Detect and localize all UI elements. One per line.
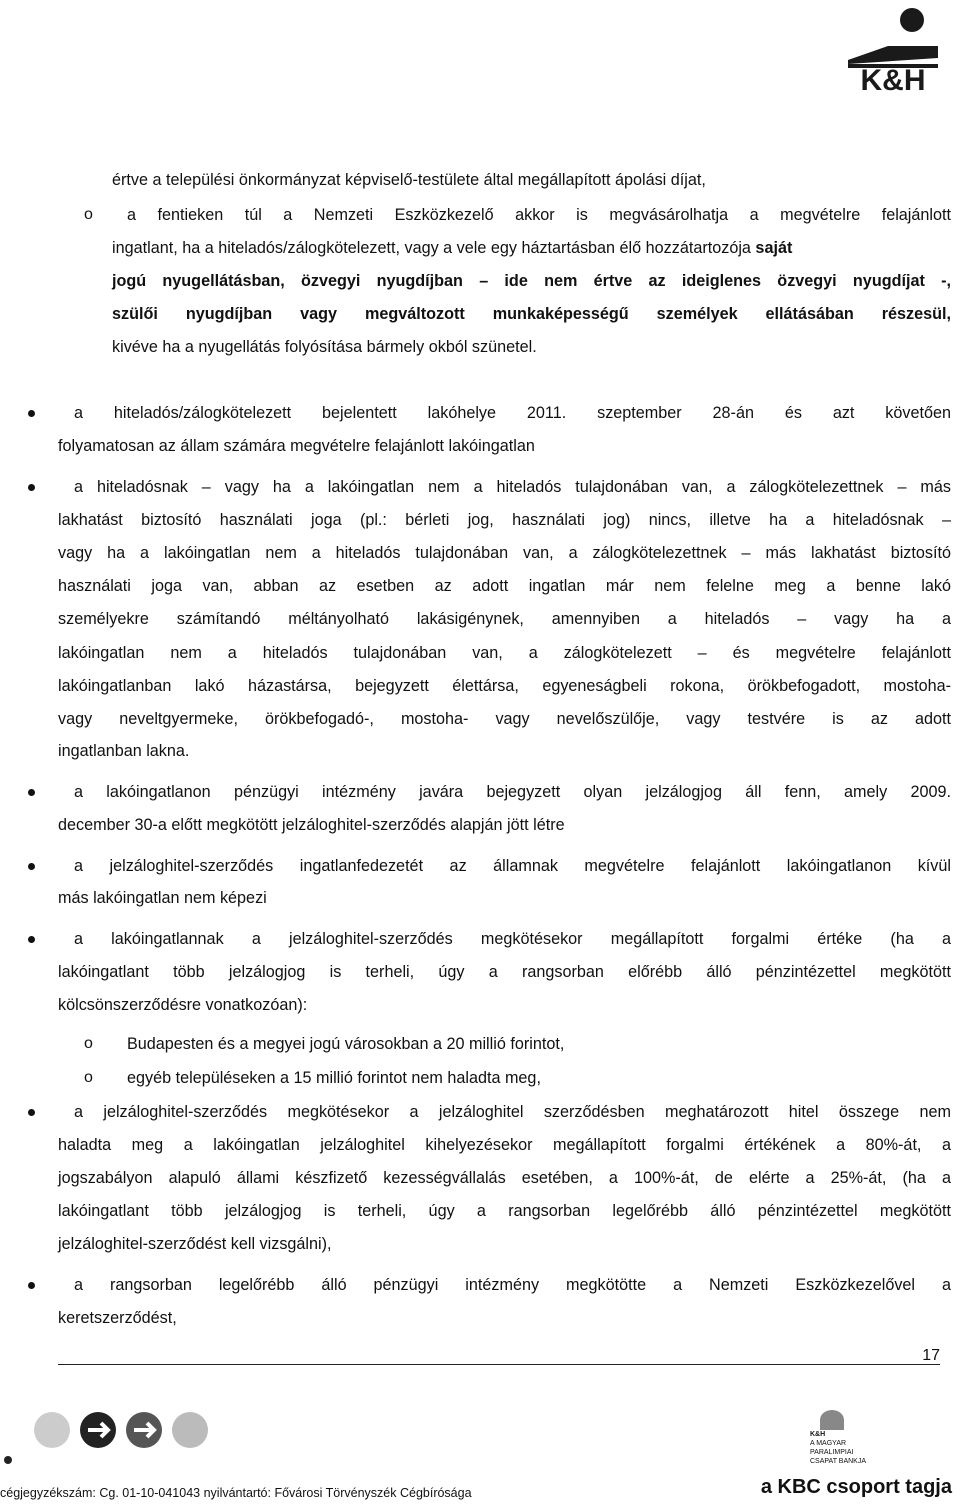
kbc-group-tagline: a KBC csoport tagja bbox=[760, 1476, 952, 1498]
text-line: lakóingatlant több jelzálogjog is terheli, úgy a rangsorban legelőrébb álló pénzintézettel megkötött bbox=[58, 1202, 951, 1220]
text-line: jogú nyugellátásban, özvegyi nyugdíjban – ide nem értve az ideiglenes özvegyi nyugdíjat -, bbox=[112, 272, 951, 290]
text-line: lakóingatlan nem a hiteladós tulajdonában van, a zálogkötelezett – és megvételre felajánlott bbox=[58, 644, 951, 662]
company-registry-text: cégjegyzékszám: Cg. 01-10-041043 nyilvántartó: Fővárosi Törvényszék Cégbírósága bbox=[0, 1486, 472, 1500]
text-line: kölcsönszerződésre vonatkozóan): bbox=[58, 996, 308, 1014]
text-line: más lakóingatlan nem képezi bbox=[58, 889, 267, 907]
bullet-icon bbox=[28, 789, 35, 796]
text-line: a lakóingatlanon pénzügyi intézmény javára bejegyzett olyan jelzálogjog áll fenn, amely 2009. bbox=[74, 783, 951, 801]
bullet-icon bbox=[28, 1282, 35, 1289]
text-line: a hiteladós/zálogkötelezett bejelentett lakóhelye 2011. szeptember 28-án és azt követően bbox=[74, 404, 951, 422]
text-line: lakóingatlant több jelzálogjog is terheli, úgy a rangsorban előrébb álló pénzintézettel megkötött bbox=[58, 963, 951, 981]
footer-arrow-icons bbox=[0, 1408, 220, 1468]
text-line: a jelzáloghitel-szerződés megkötésekor a jelzáloghitel szerződésben meghatározott hitel összege nem bbox=[74, 1103, 951, 1121]
sub-bullet-icon: o bbox=[84, 206, 93, 223]
text-line: lakhatást biztosító használati joga (pl.: bérleti jog, használati jog) nincs, illetve ha a hiteladósnak – bbox=[58, 511, 951, 529]
text-line: Budapesten és a megyei jogú városokban a 20 millió forintot, bbox=[127, 1035, 565, 1053]
text-line: haladta meg a lakóingatlan jelzáloghitel kihelyezésekor megállapított forgalmi értékének a 80%-át, a bbox=[58, 1136, 951, 1154]
text-line: a lakóingatlannak a jelzáloghitel-szerződés megkötésekor megállapított forgalmi értéke (ha a bbox=[74, 930, 951, 948]
text-line: egyéb településeken a 15 millió forintot nem haladta meg, bbox=[127, 1069, 541, 1087]
footer-divider bbox=[58, 1364, 940, 1365]
text-line: lakóingatlanban lakó házastársa, bejegyzett élettársa, egyeneságbeli rokona, örökbefogadott, mostoha- bbox=[58, 677, 951, 695]
text-line: vagy neveltgyermeke, örökbefogadó-, mostoha- vagy nevelőszülője, vagy testvére is az adott bbox=[58, 710, 951, 728]
bold-tail: saját bbox=[750, 239, 793, 257]
bullet-icon bbox=[28, 1109, 35, 1116]
text-line: keretszerződést, bbox=[58, 1309, 177, 1327]
logo-text: K&H bbox=[860, 64, 926, 92]
text-line: személyekre számítandó méltányolható lakásigénynek, amennyiben a hiteladós – vagy ha a bbox=[58, 610, 951, 628]
text-line: vagy ha a lakóingatlan nem a hiteladós tulajdonában van, a zálogkötelezettnek – más lakhatást biztosító bbox=[58, 544, 951, 562]
logo-figure bbox=[848, 46, 938, 64]
bullet-icon bbox=[28, 410, 35, 417]
text-line: ingatlant, ha a hiteladós/zálogkötelezett, vagy a vele egy háztartásban élő hozzátartozója saját bbox=[112, 239, 793, 257]
logo-head bbox=[900, 8, 924, 32]
sub-bullet-icon: o bbox=[84, 1069, 93, 1086]
sub-bullet-icon: o bbox=[84, 1035, 93, 1052]
text-line: ingatlanban lakna. bbox=[58, 742, 190, 760]
bullet-icon bbox=[28, 484, 35, 491]
text-line: a hiteladósnak – vagy ha a lakóingatlan nem a hiteladós tulajdonában van, a zálogkötelezettnek – más bbox=[74, 478, 951, 496]
paralympic-partner-logo: K&H A MAGYAR PARALIMPIAI CSAPAT BANKJA bbox=[810, 1410, 890, 1472]
text-line: kivéve ha a nyugellátás folyósítása bármely okból szünetel. bbox=[112, 338, 537, 356]
kh-logo bbox=[828, 6, 948, 92]
text-line: szülői nyugdíjban vagy megváltozott munkaképességű személyek ellátásában részesül, bbox=[112, 305, 951, 323]
text-line: a jelzáloghitel-szerződés ingatlanfedezetét az államnak megvételre felajánlott lakóingatlanon kívül bbox=[74, 857, 951, 875]
arrow-circle-icon bbox=[172, 1412, 208, 1448]
text-line: jelzáloghitel-szerződést kell vizsgálni), bbox=[58, 1235, 332, 1253]
text-line: december 30-a előtt megkötött jelzáloghitel-szerződés alapján jött létre bbox=[58, 816, 565, 834]
text-line: a fentieken túl a Nemzeti Eszközkezelő akkor is megvásárolhatja a megvételre felajánlott bbox=[127, 206, 951, 224]
bullet-icon bbox=[28, 936, 35, 943]
text-line: értve a települési önkormányzat képviselő-testülete által megállapított ápolási díjat, bbox=[112, 171, 706, 189]
page-number: 17 bbox=[922, 1347, 940, 1364]
text-line: jogszabályon alapuló állami készfizető kezességvállalás esetében, a 100%-át, de elérte a 25%-át, (ha a bbox=[58, 1169, 951, 1187]
text-line: használati joga van, abban az esetben az adott ingatlan már nem felelne meg a benne lakó bbox=[58, 577, 951, 595]
text-line: a rangsorban legelőrébb álló pénzügyi intézmény megkötötte a Nemzeti Eszközkezelővel a bbox=[74, 1276, 951, 1294]
bullet-icon bbox=[28, 863, 35, 870]
arrow-circle-icon bbox=[34, 1412, 70, 1448]
text-line: folyamatosan az állam számára megvételre felajánlott lakóingatlan bbox=[58, 437, 535, 455]
